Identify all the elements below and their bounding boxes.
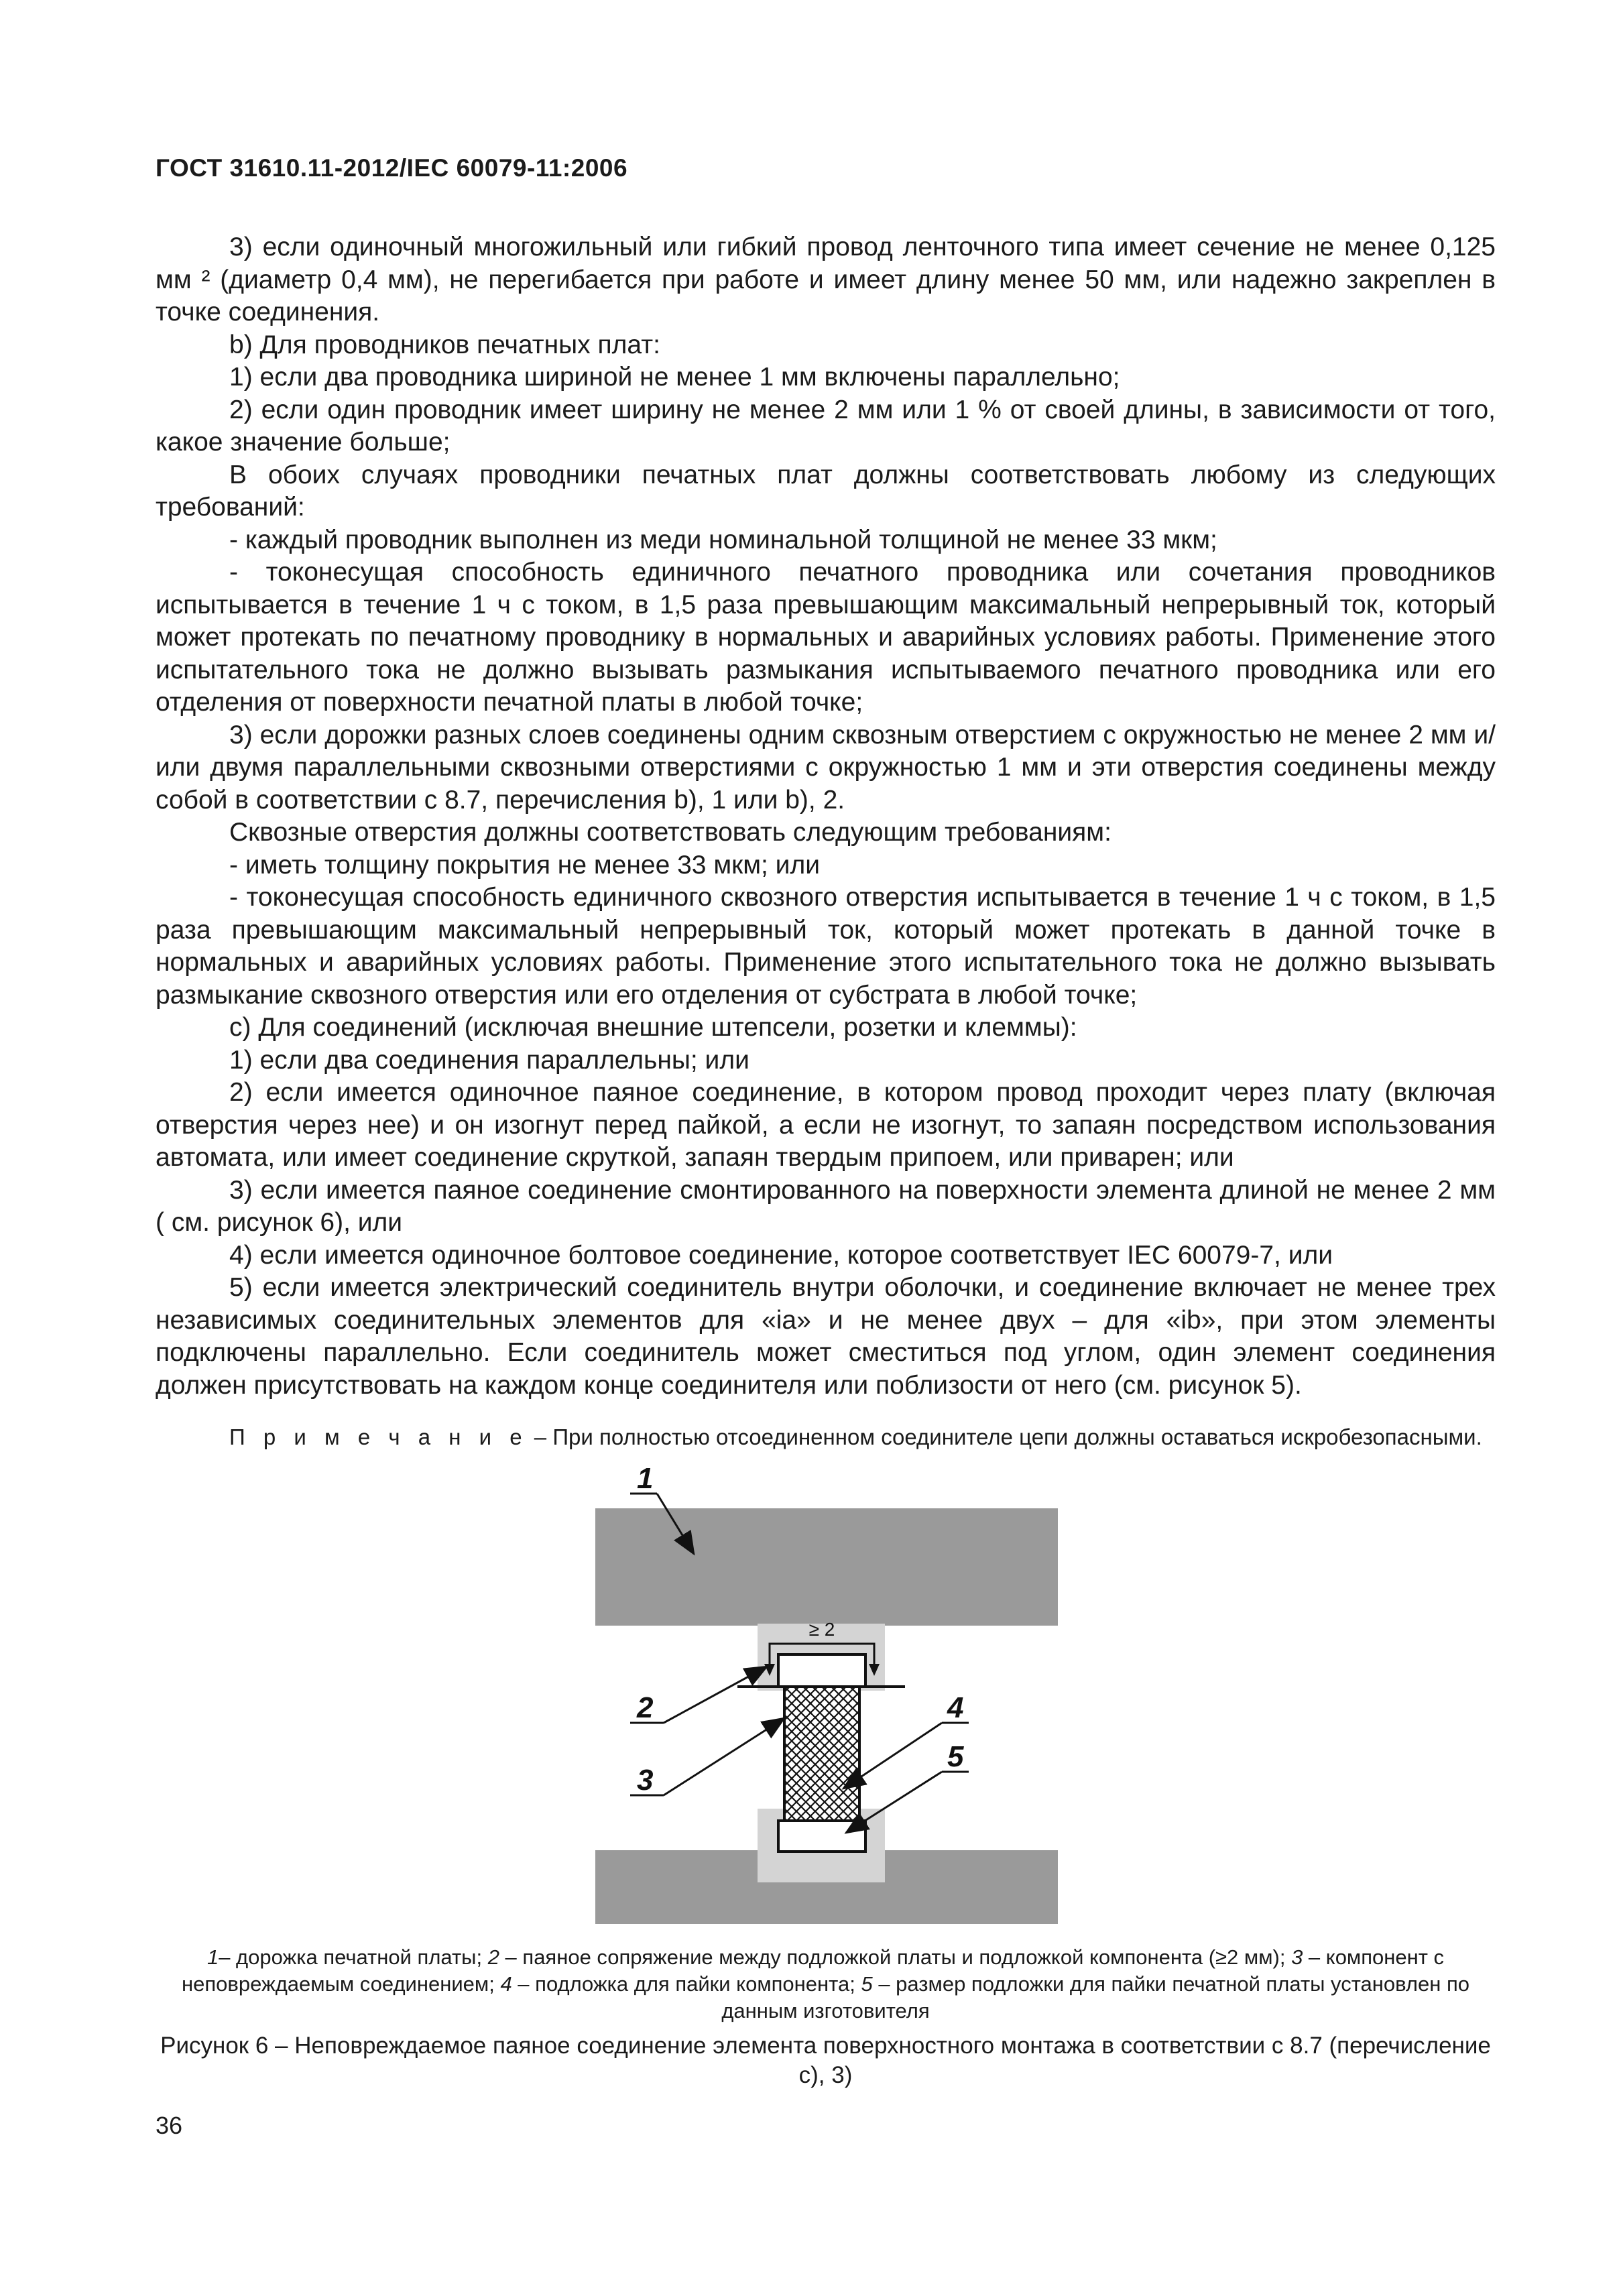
component-body [784, 1687, 859, 1821]
paragraph: Сквозные отверстия должны соответствовать следующим требованиям: [229, 818, 1111, 847]
paragraph: В обоих случаях проводники печатных плат должны соответствовать любому из следующих требований: [156, 460, 1496, 522]
legend-text: – подложка для пайки компонента; [512, 1972, 861, 1996]
paragraph: b) Для проводников печатных плат: [229, 330, 660, 359]
upper-component-pad [778, 1654, 865, 1687]
document-header: ГОСТ 31610.11-2012/IEC 60079-11:2006 [156, 154, 628, 182]
legend-text: – паяное сопряжение между подложкой платы и подложкой компонента (≥2 мм); [499, 1945, 1292, 1969]
paragraph: 2) если имеется одиночное паяное соединение, в котором провод проходит через плату (включая отверстия через нее) и он изогнут перед пайкой, а если не изогнут, то запаян посредством использования автомата, или имеет соединение скруткой, запаян твердым припоем, или приварен; или [156, 1078, 1496, 1172]
body-text [156, 231, 1496, 1402]
legend-text: – компонент с неповреждаемым соединением; [181, 1945, 1445, 1996]
leader-3-arrow [664, 1718, 784, 1795]
legend-number: 1 [206, 1945, 219, 1969]
paragraph: 3) если одиночный многожильный или гибкий провод ленточного типа имеет сечение не менее 0,125 мм ² (диаметр 0,4 мм), не перегибается при работе и имеет длину менее 50 мм, или надежно закреплен в точке соединения. [156, 233, 1496, 326]
paragraph: 2) если один проводник имеет ширину не менее 2 мм или 1 % от своей длины, в зависимости от того, какое значение больше; [156, 395, 1496, 457]
label-2: 2 [637, 1691, 654, 1724]
label-1: 1 [637, 1462, 654, 1495]
paragraph: 4) если имеется одиночное болтовое соединение, которое соответствует IEC 60079-7, или [229, 1240, 1333, 1270]
figure-6-diagram [590, 1455, 1086, 1924]
dimension-label: ≥ 2 [808, 1619, 835, 1640]
note-text: – При полностью отсоединенном соединителе цепи должны оставаться искробезопасными. [528, 1425, 1482, 1449]
paragraph: - каждый проводник выполнен из меди номинальной толщиной не менее 33 мкм; [229, 525, 1217, 554]
leader-2-arrow [664, 1667, 767, 1723]
page-number: 36 [156, 2112, 183, 2139]
legend-text: – дорожка печатной платы; [219, 1945, 488, 1969]
paragraph: с) Для соединений (исключая внешние штепсели, розетки и клеммы): [229, 1013, 1077, 1042]
paragraph: 3) если дорожки разных слоев соединены одним сквозным отверстием с окружностью не менее 2 мм и/или двумя параллельными сквозными отверстиями с окружностью 1 мм и эти отверстия соединены между собой в соответствии с 8.7, перечисления b), 1 или b), 2. [156, 720, 1496, 814]
note [156, 1425, 1496, 1450]
paragraph: 5) если имеется электрический соединитель внутри оболочки, и соединение включает не менее трех независимых соединительных элементов для «ia» и не менее двух – для «ib», при этом элементы подключены параллельно. Если соединитель может сместиться под углом, один элемент соединения должен присутствовать на каждом конце соединителя или поблизости от него (см. рисунок 5). [156, 1273, 1496, 1400]
figure-legend [156, 1944, 1496, 2025]
paragraph: 1) если два проводника шириной не менее 1 мм включены параллельно; [229, 363, 1120, 391]
figure-title: Рисунок 6 – Неповреждаемое паяное соединение элемента поверхностного монтажа в соответствии с 8.7 (перечисление с), 3) [160, 2033, 1491, 2088]
note-label: П р и м е ч а н и е [229, 1425, 528, 1449]
paragraph: - токонесущая способность единичного сквозного отверстия испытывается в течение 1 ч с током, в 1,5 раза превышающим максимальный непрерывный ток, который может протекать в данной точке в нормальных и аварийных условиях работы. Применение этого испытательного тока не должно вызывать размыкание сквозного отверстия или его отделения от субстрата в любой точке; [156, 883, 1496, 1010]
label-5: 5 [947, 1740, 964, 1773]
legend-number: 2 [487, 1945, 499, 1969]
paragraph: 3) если имеется паяное соединение смонтированного на поверхности элемента длиной не менее 2 мм ( см. рисунок 6), или [156, 1175, 1496, 1237]
paragraph: - иметь толщину покрытия не менее 33 мкм; или [229, 850, 821, 880]
paragraph: - токонесущая способность единичного печатного проводника или сочетания проводников испытывается в течение 1 ч с током, в 1,5 раза превышающим максимальный непрерывный ток, который может протекать по печатному проводнику в нормальных и аварийных условиях работы. Применение этого испытательного тока не должно вызывать размыкания испытываемого печатного проводника или его отделения от поверхности печатной платы в любой точке; [156, 558, 1496, 717]
top-track [595, 1508, 1058, 1626]
label-4: 4 [947, 1691, 964, 1724]
lower-component-pad [778, 1821, 865, 1852]
label-3: 3 [637, 1764, 654, 1797]
legend-text: – размер подложки для пайки печатной платы установлен по данным изготовителя [721, 1972, 1469, 2022]
legend-number: 5 [861, 1972, 873, 1996]
paragraph: 1) если два соединения параллельны; или [229, 1045, 749, 1075]
legend-number: 3 [1291, 1945, 1303, 1969]
legend-number: 4 [500, 1972, 512, 1996]
